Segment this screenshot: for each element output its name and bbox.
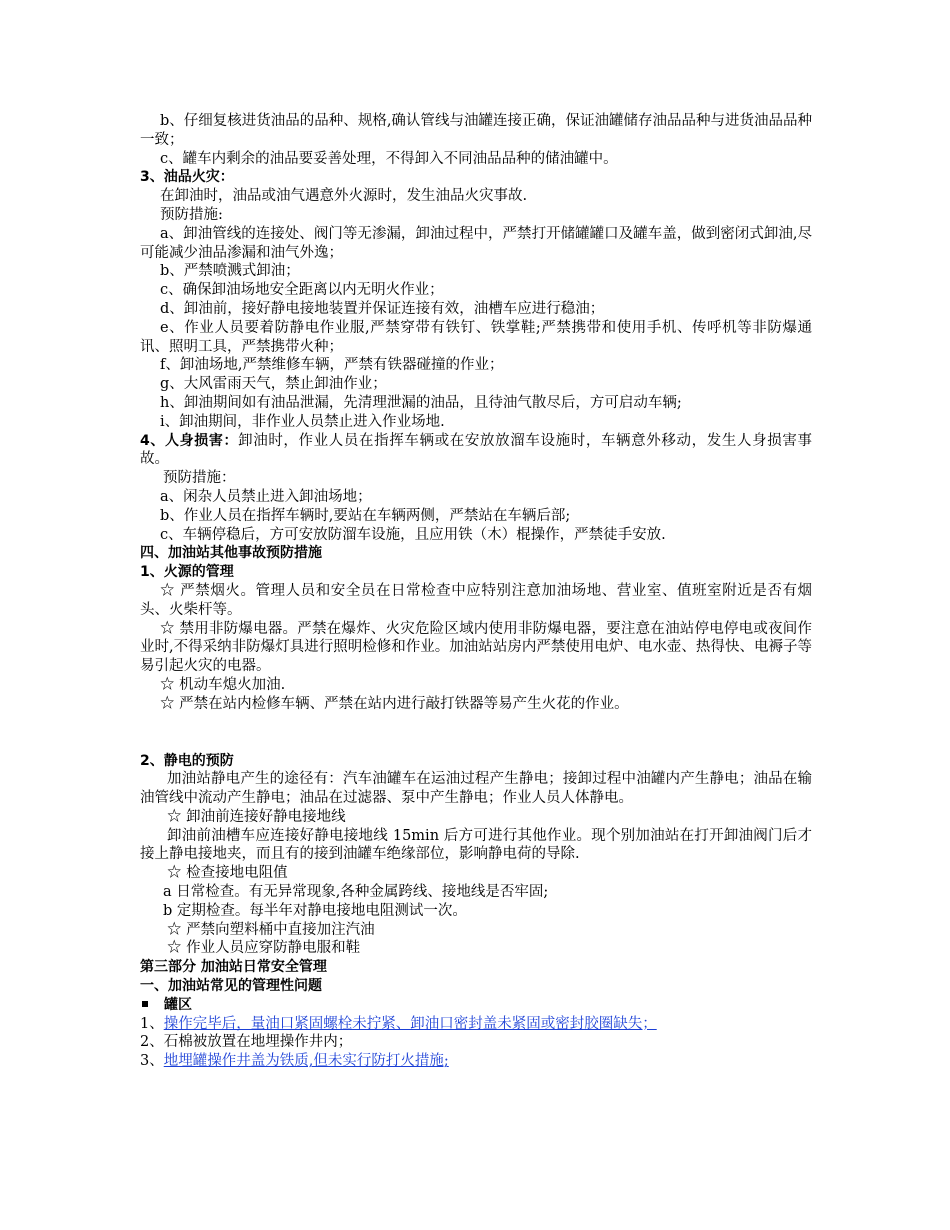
paragraph: b、严禁喷溅式卸油； (160, 263, 300, 280)
paragraph: 卸油前油槽车应连接好静电接地线 15min 后方可进行其他作业。现个别加油站在打开卸油阀门后才接上静电接地夹，而且有的接到油罐车绝缘部位，影响静电荷的导除. (140, 827, 812, 863)
paragraph: ☆ 机动车熄火加油. (160, 676, 286, 693)
paragraph: ☆ 严禁烟火。管理人员和安全员在日常检查中应特别注意加油场地、营业室、值班室附近是否有烟头、火柴杆等。 (140, 582, 812, 618)
list-item (140, 1052, 812, 1071)
paragraph: g、大风雷雨天气，禁止卸油作业； (160, 376, 387, 393)
paragraph: a 日常检查。有无异常现象,各种金属跨线、接地线是否牢固; (163, 884, 549, 901)
paragraph: a、闲杂人员禁止进入卸油场地； (160, 488, 372, 505)
paragraph: c、确保卸油场地安全距离以内无明火作业； (160, 282, 444, 299)
paragraph-text: 卸油时，作业人员在指挥车辆或在安放放溜车设施时，车辆意外移动，发生人身损害事故。 (140, 432, 812, 468)
paragraph: f、卸油场地,严禁维修车辆，严禁有铁器碰撞的作业； (160, 357, 504, 374)
list-item: 2、石棉被放置在地埋操作井内； (140, 1034, 353, 1051)
paragraph: h、卸油期间如有油品泄漏，先清理泄漏的油品，且待油气散尽后，方可启动车辆; (160, 394, 682, 411)
paragraph: 预防措施: (160, 206, 223, 223)
blank-space (140, 714, 812, 752)
section-heading: 一、加油站常见的管理性问题 (140, 978, 322, 995)
paragraph: d、卸油前，接好静电接地装置并保证连接有效，油槽车应进行稳油； (160, 300, 605, 317)
paragraph: ☆ 检查接地电阻值 (167, 865, 288, 882)
bullet-heading-text: 罐区 (164, 996, 192, 1013)
section-heading: 3、油品火灾： (140, 169, 234, 186)
paragraph: c、罐车内剩余的油品要妥善处理，不得卸入不同油品品种的储油罐中。 (160, 150, 618, 167)
hyperlink[interactable]: 地埋罐操作井盖为铁质,但未实行防打火措施; (163, 1053, 449, 1070)
paragraph: a、卸油管线的连接处、阀门等无渗漏，卸油过程中，严禁打开储罐罐口及罐车盖，做到密闭式卸油,尽可能减少油品渗漏和油气外逸； (140, 225, 812, 261)
paragraph: ☆ 严禁向塑料桶中直接加注汽油 (167, 921, 375, 938)
section-heading: 1、火源的管理 (140, 564, 234, 581)
list-number: 3、 (140, 1053, 164, 1070)
bullet-heading (140, 996, 812, 1015)
paragraph: b 定期检查。每半年对静电接地电阻测试一次。 (163, 902, 467, 919)
paragraph: b、仔细复核进货油品的品种、规格,确认管线与油罐连接正确，保证油罐储存油品品种与进货油品品种一致； (140, 113, 812, 148)
section-heading: 4、人身损害： (140, 432, 239, 449)
paragraph: 预防措施： (163, 470, 236, 487)
paragraph: i、卸油期间，非作业人员禁止进入作业场地. (160, 413, 445, 430)
section-heading: 四、加油站其他事故预防措施 (140, 545, 322, 562)
paragraph: 加油站静电产生的途径有：汽车油罐车在运油过程产生静电；接卸过程中油罐内产生静电；油品在输油管线中流动产生静电；油品在过滤器、泵中产生静电；作业人员人体静电。 (140, 771, 812, 807)
paragraph: c、车辆停稳后，方可安放防溜车设施，且应用铁（木）棍操作，严禁徒手安放. (160, 526, 666, 543)
paragraph: b、作业人员在指挥车辆时,要站在车辆两侧，严禁站在车辆后部; (160, 507, 571, 524)
part-heading: 第三部分 加油站日常安全管理 (140, 959, 327, 976)
paragraph (140, 432, 812, 470)
paragraph: ☆ 严禁在站内检修车辆、严禁在站内进行敲打铁器等易产生火花的作业。 (160, 695, 629, 712)
paragraph: e、作业人员要着防静电作业服,严禁穿带有铁钉、铁掌鞋;严禁携带和使用手机、传呼机等非防爆通讯、照明工具，严禁携带火种； (140, 319, 812, 355)
section-heading: 2、静电的预防 (140, 752, 234, 769)
paragraph: ☆ 作业人员应穿防静电服和鞋 (167, 940, 361, 957)
paragraph: ☆ 禁用非防爆电器。严禁在爆炸、火灾危险区域内使用非防爆电器，要注意在油站停电停电或夜间作业时,不得采纳非防爆灯具进行照明检修和作业。加油站站房内严禁使用电炉、电水壶、热得快、电褥子等易引起火灾的电器。 (140, 620, 812, 675)
list-number: 1、 (140, 1015, 164, 1032)
hyperlink[interactable]: 操作完毕后，量油口紧固螺栓未拧紧、卸油口密封盖未紧固或密封胶圈缺失； (163, 1015, 657, 1032)
paragraph: ☆ 卸油前连接好静电接地线 (167, 808, 346, 825)
paragraph: 在卸油时，油品或油气遇意外火源时，发生油品火灾事故. (160, 188, 528, 205)
document-page (140, 112, 812, 1071)
list-item (140, 1015, 812, 1034)
square-bullet-icon (142, 1001, 148, 1007)
